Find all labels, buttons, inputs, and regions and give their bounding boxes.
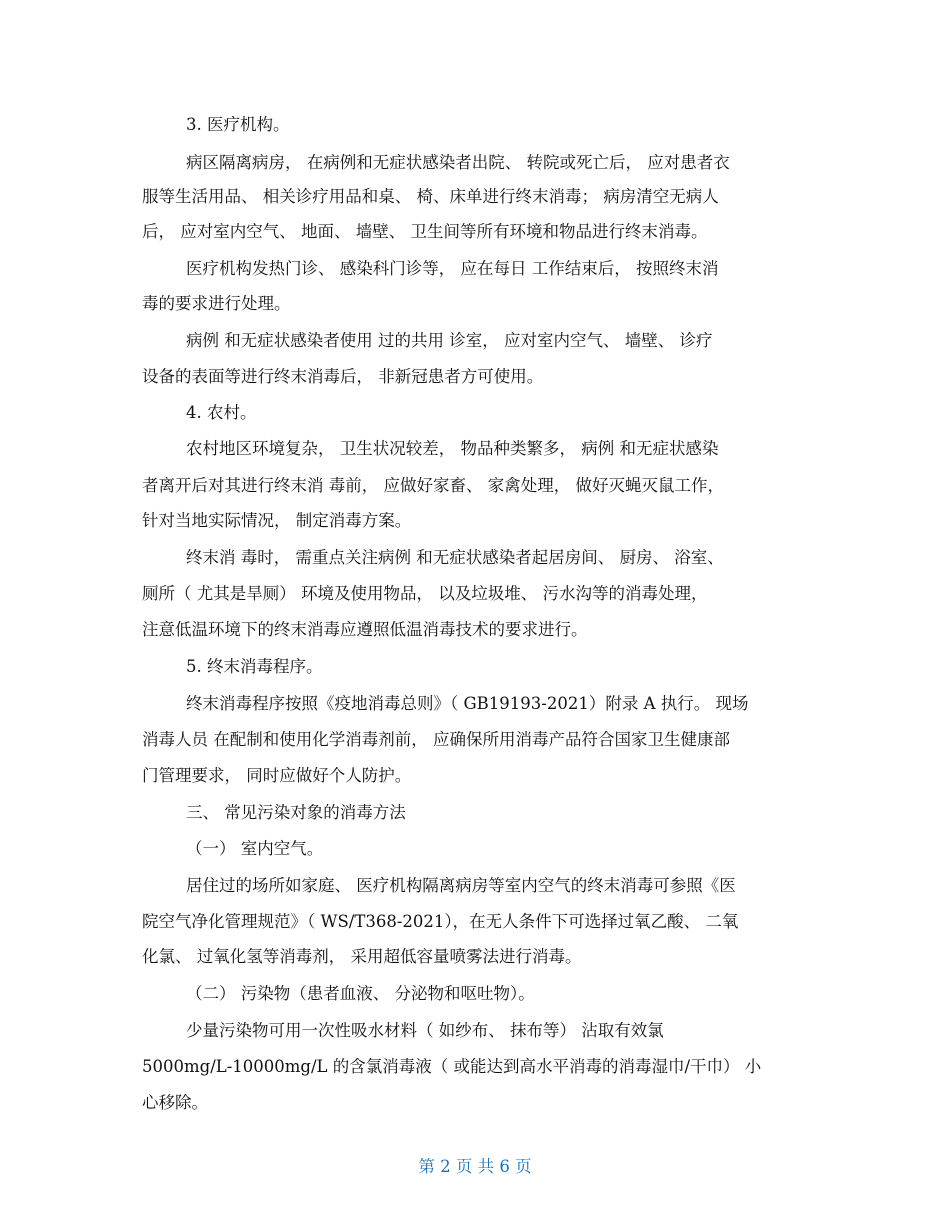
paragraph-line: 终末消毒程序按照《疫地消毒总则》（ GB19193-2021）附录 A 执行。 现场: [186, 694, 749, 713]
paragraph-line: 终末消 毒时， 需重点关注病例 和无症状感染者起居房间、 厨房、 浴室、: [186, 548, 724, 567]
paragraph-line: 病区隔离病房， 在病例和无症状感染者出院、 转院或死亡后， 应对患者衣: [186, 153, 730, 172]
page-number-footer: 第 2 页 共 6 页: [418, 1157, 532, 1176]
paragraph-line: 心移除。: [142, 1093, 208, 1112]
paragraph-line: 消毒人员 在配制和使用化学消毒剂前， 应确保所用消毒产品符合国家卫生健康部: [142, 730, 730, 749]
paragraph-line: 少量污染物可用一次性吸水材料（ 如纱布、 抹布等） 沾取有效氯: [186, 1021, 664, 1040]
paragraph-line: 居住过的场所如家庭、 医疗机构隔离病房等室内空气的终末消毒可参照《医: [186, 876, 736, 895]
paragraph-line: 设备的表面等进行终末消毒后， 非新冠患者方可使用。: [142, 367, 544, 386]
paragraph-line: 化氯、 过氧化氢等消毒剂， 采用超低容量喷雾法进行消毒。: [142, 947, 582, 966]
paragraph-line: 毒的要求进行处理。: [142, 294, 291, 313]
paragraph-line: 服等生活用品、 相关诊疗用品和桌、 椅、床单进行终末消毒； 病房清空无病人: [142, 187, 719, 206]
heading-rural: 4. 农村。: [186, 403, 257, 422]
paragraph-line: 者离开后对其进行终末消 毒前， 应做好家畜、 家禽处理， 做好灭蝇灭鼠工作，: [142, 476, 724, 495]
heading-terminal-disinfection-procedure: 5. 终末消毒程序。: [186, 657, 323, 676]
paragraph-line: 农村地区环境复杂， 卫生状况较差， 物品种类繁多， 病例 和无症状感染: [186, 439, 719, 458]
subheading-indoor-air: （一） 室内空气。: [186, 839, 324, 858]
paragraph-line: 厕所（ 尤其是旱厕） 环境及使用物品， 以及垃圾堆、 污水沟等的消毒处理，: [142, 584, 708, 603]
paragraph-line: 病例 和无症状感染者使用 过的共用 诊室， 应对室内空气、 墙壁、 诊疗: [186, 331, 713, 350]
paragraph-line: 后， 应对室内空气、 地面、 墙壁、 卫生间等所有环境和物品进行终末消毒。: [142, 222, 708, 241]
paragraph-line: 5000mg/L-10000mg/L 的含氯消毒液（ 或能达到高水平消毒的消毒湿巾/干巾） 小: [142, 1057, 762, 1076]
paragraph-line: 医疗机构发热门诊、 感染科门诊等， 应在每日 工作结束后， 按照终末消: [186, 259, 719, 278]
paragraph-line: 针对当地实际情况， 制定消毒方案。: [142, 511, 412, 530]
paragraph-line: 门管理要求， 同时应做好个人防护。: [142, 766, 412, 785]
subheading-contaminants: （二） 污染物（患者血液、 分泌物和呕吐物）。: [186, 984, 535, 1003]
section-heading-disinfection-methods: 三、 常见污染对象的消毒方法: [186, 803, 406, 822]
heading-medical-institutions: 3. 医疗机构。: [186, 115, 290, 134]
paragraph-line: 注意低温环境下的终末消毒应遵照低温消毒技术的要求进行。: [142, 620, 588, 639]
paragraph-line: 院空气净化管理规范》（ WS/T368-2021），在无人条件下可选择过氧乙酸、 二氧: [142, 912, 739, 931]
